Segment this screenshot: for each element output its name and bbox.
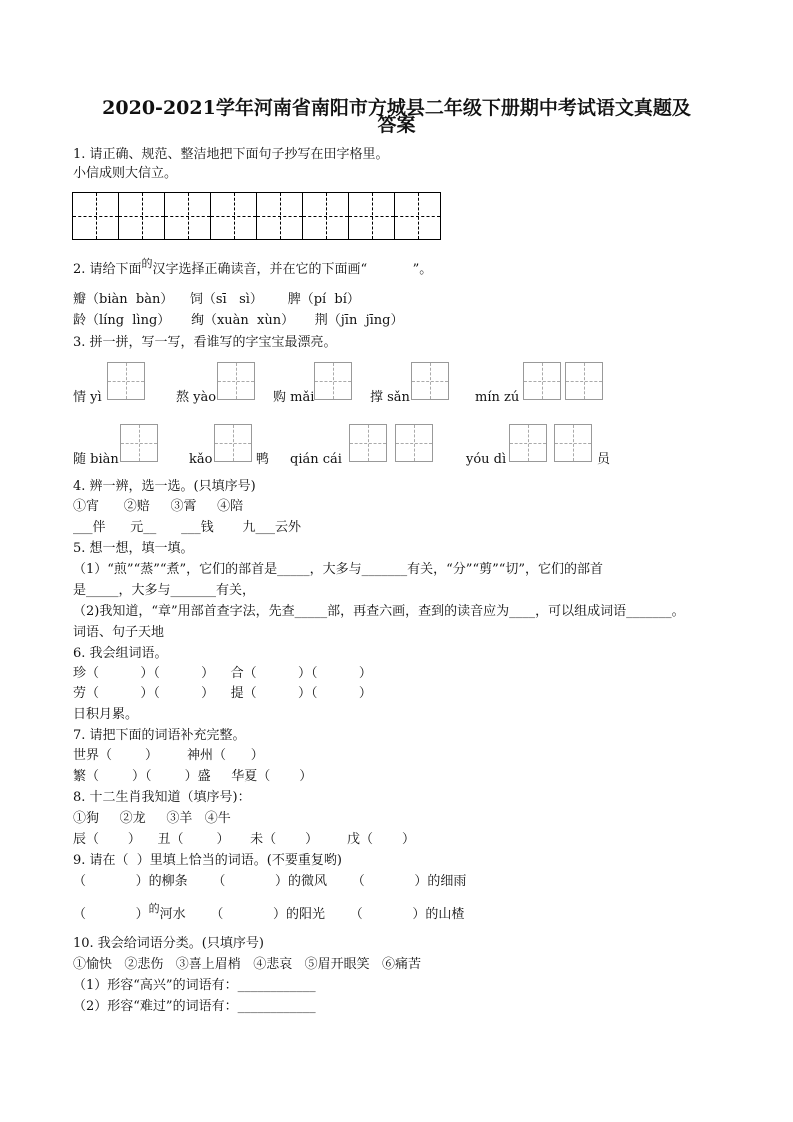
q4-blanks: ___伴 元__ ___钱 九___云外 [73,520,302,535]
grid-cell [73,193,119,239]
q2-row2: 龄（líng lìng） 绚（xuàn xùn） 荆（jīn jīng） [73,313,404,328]
q6-row2: 劳（ ）（ ） 提（ ）（ ） [73,686,372,701]
section-heading: 日积月累。 [73,707,139,722]
q9-row1: （ ）的柳条 （ ）的微风 （ ）的细雨 [73,874,467,889]
writing-box [554,424,592,462]
q3-item: qián cái [290,452,342,467]
writing-box [107,362,145,400]
writing-box [120,424,158,462]
writing-box [523,362,561,400]
q6-prompt: 6. 我会组词语。 [73,646,168,661]
q6-row1: 珍（ ）（ ） 合（ ）（ ） [73,666,372,681]
q10-p2: （2）形容“难过”的词语有：____________ [73,999,316,1014]
grid-cell [211,193,257,239]
q9-prompt: 9. 请在（ ）里填上恰当的词语。(不要重复哟) [73,853,342,868]
grid-cell [349,193,395,239]
q8-options: ①狗 ②龙 ③羊 ④牛 [73,811,231,826]
q2-text-a: 2. 请给下面 [73,262,142,277]
q5-p1a: （1）“煎”“蒸”“煮”，它们的部首是_____，大多与_______有关，“分”“剪”“切”，它们的部首 [73,562,604,577]
q7-row2: 繁（ ）（ ）盛 华夏（ ） [73,769,313,784]
q8-prompt: 8. 十二生肖我知道（填序号)： [73,790,251,805]
tianzige-grid [72,192,441,240]
grid-cell [119,193,165,239]
writing-box [509,424,547,462]
grid-cell [257,193,303,239]
q3-item: 购 mǎi [273,390,315,405]
writing-box [565,362,603,400]
writing-box [349,424,387,462]
q10-p1: （1）形容“高兴”的词语有：____________ [73,978,316,993]
q3-item: 随 biàn [73,452,119,467]
q5-p1b: 是_____，大多与_______有关， [73,583,256,598]
q9-row2 [73,902,465,923]
q1-sentence: 小信成则大信立。 [73,166,178,181]
q3-item: mín zú [475,390,520,405]
q3-item: yóu dì [466,452,507,467]
q3-item: 员 [597,452,611,467]
q9-sup: 的 [148,902,160,915]
grid-cell [165,193,211,239]
q4-options: ①宵 ②赔 ③霄 ④陪 [73,499,244,514]
q3-item: 撑 sǎn [370,390,410,405]
writing-box [314,362,352,400]
writing-box [217,362,255,400]
q7-prompt: 7. 请把下面的词语补充完整。 [73,728,246,743]
q9-row2-b: 河水 （ ）的阳光 （ ）的山楂 [159,907,465,922]
q7-row1: 世界（ ） 神州（ ） [73,748,264,763]
q4-prompt: 4. 辨一辨，选一选。(只填序号) [73,479,256,494]
q10-options: ①愉快 ②悲伤 ③喜上眉梢 ④悲哀 ⑤眉开眼笑 ⑥痛苦 [73,957,421,972]
q10-prompt: 10. 我会给词语分类。(只填序号) [73,936,264,951]
q3-item: 情 yì [73,390,102,405]
doc-title-cont: 答案 [377,114,416,136]
writing-box [395,424,433,462]
q3-item: kǎo [189,452,213,467]
doc-title: 2020-2021学年河南省南阳市方城县二年级下册期中考试语文真题及 [102,97,691,119]
q2-prompt [73,257,433,278]
q3-item: 熬 yào [176,390,217,405]
q2-sup: 的 [141,257,153,270]
section-heading: 词语、句子天地 [73,625,165,640]
writing-box [411,362,449,400]
q8-row: 辰（ ） 丑（ ） 未（ ） 戊（ ） [73,832,415,847]
q5-prompt: 5. 想一想，填一填。 [73,541,194,556]
q1-prompt: 1. 请正确、规范、整洁地把下面句子抄写在田字格里。 [73,147,389,162]
q2-row1: 瓣（biàn bàn） 饲（sī sì） 脾（pí bí） [73,292,360,307]
writing-box [214,424,252,462]
q9-row2-a: （ ） [73,907,149,922]
grid-cell [395,193,440,239]
q3-prompt: 3. 拼一拼，写一写，看谁写的字宝宝最漂亮。 [73,335,337,350]
q2-text-b: 汉字选择正确读音，并在它的下面画“ ”。 [152,262,433,277]
grid-cell [303,193,349,239]
q3-item: 鸭 [256,452,270,467]
q5-p2: （2)我知道，“章”用部首查字法，先查_____部，再查六画，查到的读音应为____，可以组成词语_______。 [73,604,685,619]
